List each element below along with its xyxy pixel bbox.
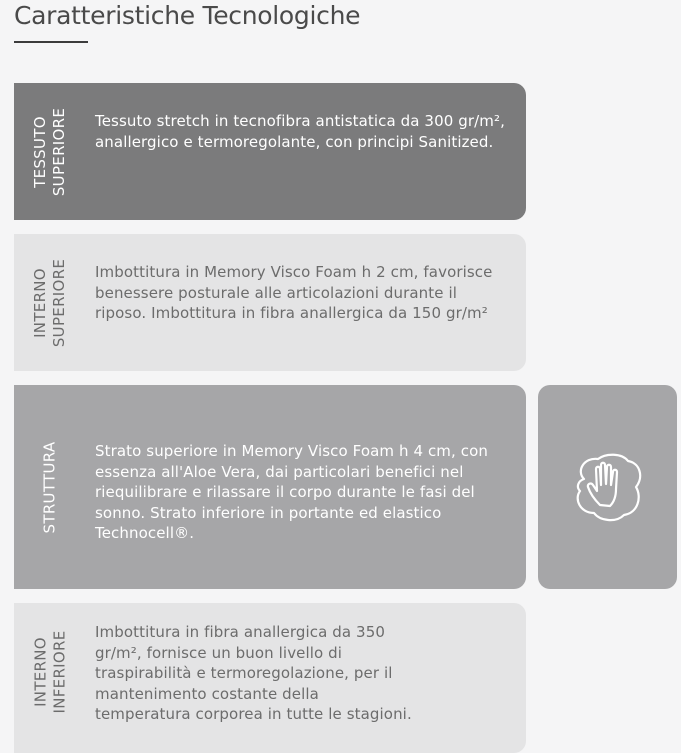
hand-touch-icon bbox=[570, 449, 646, 525]
layer-label bbox=[14, 234, 86, 371]
layer-label bbox=[14, 83, 86, 220]
layer-label bbox=[14, 603, 86, 740]
layer-label-line1: TESSUTO bbox=[31, 115, 49, 188]
layer-label-line2: INFERIORE bbox=[50, 629, 69, 714]
layer-description: Imbottitura in fibra anallergica da 350 gr/m², fornisce un buon livello di traspirabilità e termoregolazione, per il mantenimento costante della temperatura corporea in tutte le stagioni. bbox=[95, 623, 412, 723]
layer-label-line2: SUPERIORE bbox=[50, 258, 68, 347]
layer-label bbox=[14, 385, 86, 589]
layer-label-line1: STRUTTURA bbox=[40, 441, 59, 533]
layer-card-interno-inferiore bbox=[14, 603, 526, 753]
layer-label-line2: SUPERIORE bbox=[50, 107, 68, 196]
layer-description: Imbottitura in Memory Visco Foam h 2 cm, favorisce benessere posturale alle articolazioni durante il riposo. Imbottitura in fibra anallergica da 150 gr/m² bbox=[95, 263, 493, 322]
feature-icon-box bbox=[538, 385, 677, 589]
layer-card-tessuto-superiore bbox=[14, 83, 526, 220]
title-underline bbox=[14, 41, 88, 43]
layer-label-line1: INTERNO bbox=[31, 636, 50, 707]
layer-card-interno-superiore bbox=[14, 234, 526, 371]
layer-description: Strato superiore in Memory Visco Foam h 4 cm, con essenza all'Aloe Vera, dai particolari benefici nel riequilibrare e rilassare il corpo durante le fasi del sonno. Strato inferiore in portante ed elastico Technocell®. bbox=[95, 442, 488, 542]
page-title: Caratteristiche Tecnologiche bbox=[14, 1, 361, 30]
layer-card-struttura bbox=[14, 385, 526, 589]
layer-description: Tessuto stretch in tecnofibra antistatica da 300 gr/m², anallergico e termoregolante, con principi Sanitized. bbox=[95, 112, 505, 151]
layer-label-line1: INTERNO bbox=[31, 267, 49, 338]
